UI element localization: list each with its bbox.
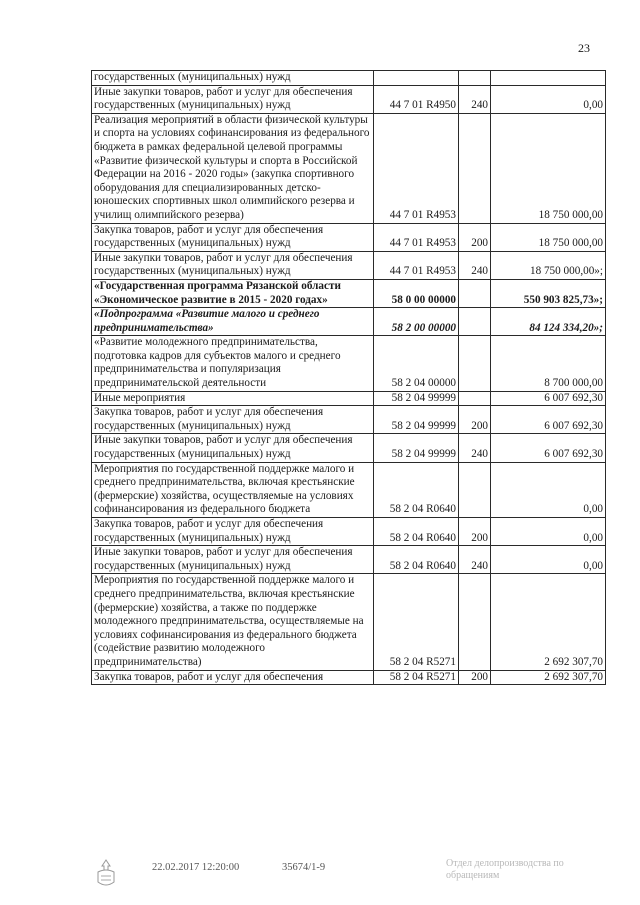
page-footer [0,858,640,898]
row-expense-type-cell: 200 [459,670,491,685]
table-row [92,85,606,113]
row-code-cell [374,71,459,86]
row-code-cell: 44 7 01 R4953 [374,251,459,279]
coat-of-arms-icon [92,858,120,890]
row-name-cell: Иные закупки товаров, работ и услуг для обеспечения государственных (муниципальных) нужд [92,251,374,279]
row-expense-type-cell [459,462,491,517]
row-name-cell: Реализация мероприятий в области физической культуры и спорта на условиях софинансирования из федерального бюджета в рамках федеральной целевой программы «Развитие физической культуры и спорта в Российской Федерации на 2016 - 2020 годы» (закупка спортивного оборудования для специализированных детско-юношеских спортивных школ олимпийского резерва и училищ олимпийского резерва) [92,113,374,223]
row-expense-type-cell [459,336,491,391]
row-amount-cell: 18 750 000,00»; [491,251,606,279]
row-expense-type-cell: 240 [459,251,491,279]
row-expense-type-cell: 240 [459,434,491,462]
row-code-cell: 58 2 04 R5271 [374,670,459,685]
row-amount-cell: 0,00 [491,518,606,546]
row-code-cell: 58 2 04 R0640 [374,518,459,546]
row-name-cell: государственных (муниципальных) нужд [92,71,374,86]
row-amount-cell: 550 903 825,73»; [491,279,606,307]
row-expense-type-cell: 240 [459,85,491,113]
page-number: 23 [578,41,590,55]
table-row [92,251,606,279]
table-row [92,391,606,406]
row-expense-type-cell [459,71,491,86]
table-row [92,574,606,670]
table-row [92,670,606,685]
budget-table-body [92,71,606,685]
row-name-cell: Закупка товаров, работ и услуг для обеспечения [92,670,374,685]
row-amount-cell: 0,00 [491,462,606,517]
row-amount-cell: 84 124 334,20»; [491,308,606,336]
row-code-cell: 44 7 01 R4953 [374,113,459,223]
row-code-cell: 58 2 04 R0640 [374,546,459,574]
row-amount-cell [491,71,606,86]
row-name-cell: Закупка товаров, работ и услуг для обеспечения государственных (муниципальных) нужд [92,223,374,251]
table-row [92,71,606,86]
row-amount-cell: 0,00 [491,85,606,113]
row-amount-cell: 6 007 692,30 [491,406,606,434]
table-row [92,223,606,251]
row-expense-type-cell [459,308,491,336]
table-row [92,406,606,434]
row-expense-type-cell: 200 [459,518,491,546]
table-row [92,308,606,336]
row-name-cell: «Подпрограмма «Развитие малого и среднего предпринимательства» [92,308,374,336]
row-expense-type-cell: 200 [459,223,491,251]
row-code-cell: 58 2 04 00000 [374,336,459,391]
table-row [92,336,606,391]
row-name-cell: Иные закупки товаров, работ и услуг для обеспечения государственных (муниципальных) нужд [92,546,374,574]
row-expense-type-cell: 200 [459,406,491,434]
table-row [92,546,606,574]
row-amount-cell: 18 750 000,00 [491,223,606,251]
row-name-cell: Мероприятия по государственной поддержке малого и среднего предпринимательства, включая крестьянские (фермерские) хозяйства, осуществляемые на условиях софинансирования из федерального бюджета [92,462,374,517]
row-code-cell: 58 0 00 00000 [374,279,459,307]
row-name-cell: Закупка товаров, работ и услуг для обеспечения государственных (муниципальных) нужд [92,406,374,434]
table-row [92,462,606,517]
row-name-cell: «Государственная программа Рязанской области «Экономическое развитие в 2015 - 2020 годах» [92,279,374,307]
row-name-cell: Иные закупки товаров, работ и услуг для обеспечения государственных (муниципальных) нужд [92,85,374,113]
row-amount-cell: 0,00 [491,546,606,574]
row-code-cell: 58 2 04 R5271 [374,574,459,670]
footer-document-number: 35674/1-9 [282,862,326,873]
row-code-cell: 58 2 04 99999 [374,406,459,434]
row-expense-type-cell [459,391,491,406]
row-name-cell: «Развитие молодежного предпринимательства, подготовка кадров для субъектов малого и среднего предпринимательства и популяризация предпринимательской деятельности [92,336,374,391]
row-amount-cell: 8 700 000,00 [491,336,606,391]
budget-table [91,70,606,685]
footer-datetime: 22.02.2017 12:20:00 [152,862,240,873]
table-row [92,279,606,307]
row-name-cell: Иные закупки товаров, работ и услуг для обеспечения государственных (муниципальных) нужд [92,434,374,462]
row-expense-type-cell [459,279,491,307]
row-code-cell: 44 7 01 R4953 [374,223,459,251]
row-code-cell: 58 2 04 R0640 [374,462,459,517]
row-amount-cell: 6 007 692,30 [491,434,606,462]
row-name-cell: Закупка товаров, работ и услуг для обеспечения государственных (муниципальных) нужд [92,518,374,546]
row-expense-type-cell [459,113,491,223]
row-code-cell: 58 2 04 99999 [374,434,459,462]
row-expense-type-cell: 240 [459,546,491,574]
footer-watermark: Отдел делопроизводства по обращениям [446,858,564,881]
row-amount-cell: 2 692 307,70 [491,670,606,685]
row-name-cell: Мероприятия по государственной поддержке малого и среднего предпринимательства, включая крестьянские (фермерские) хозяйства, а также по поддержке молодежного предпринимательства, осуществляемые на условиях софинансирования из федерального бюджета (содействие развитию молодежного предпринимательства) [92,574,374,670]
row-amount-cell: 18 750 000,00 [491,113,606,223]
row-expense-type-cell [459,574,491,670]
row-amount-cell: 6 007 692,30 [491,391,606,406]
row-code-cell: 58 2 04 99999 [374,391,459,406]
table-row [92,113,606,223]
row-code-cell: 44 7 01 R4950 [374,85,459,113]
row-name-cell: Иные мероприятия [92,391,374,406]
row-code-cell: 58 2 00 00000 [374,308,459,336]
table-row [92,434,606,462]
table-row [92,518,606,546]
row-amount-cell: 2 692 307,70 [491,574,606,670]
